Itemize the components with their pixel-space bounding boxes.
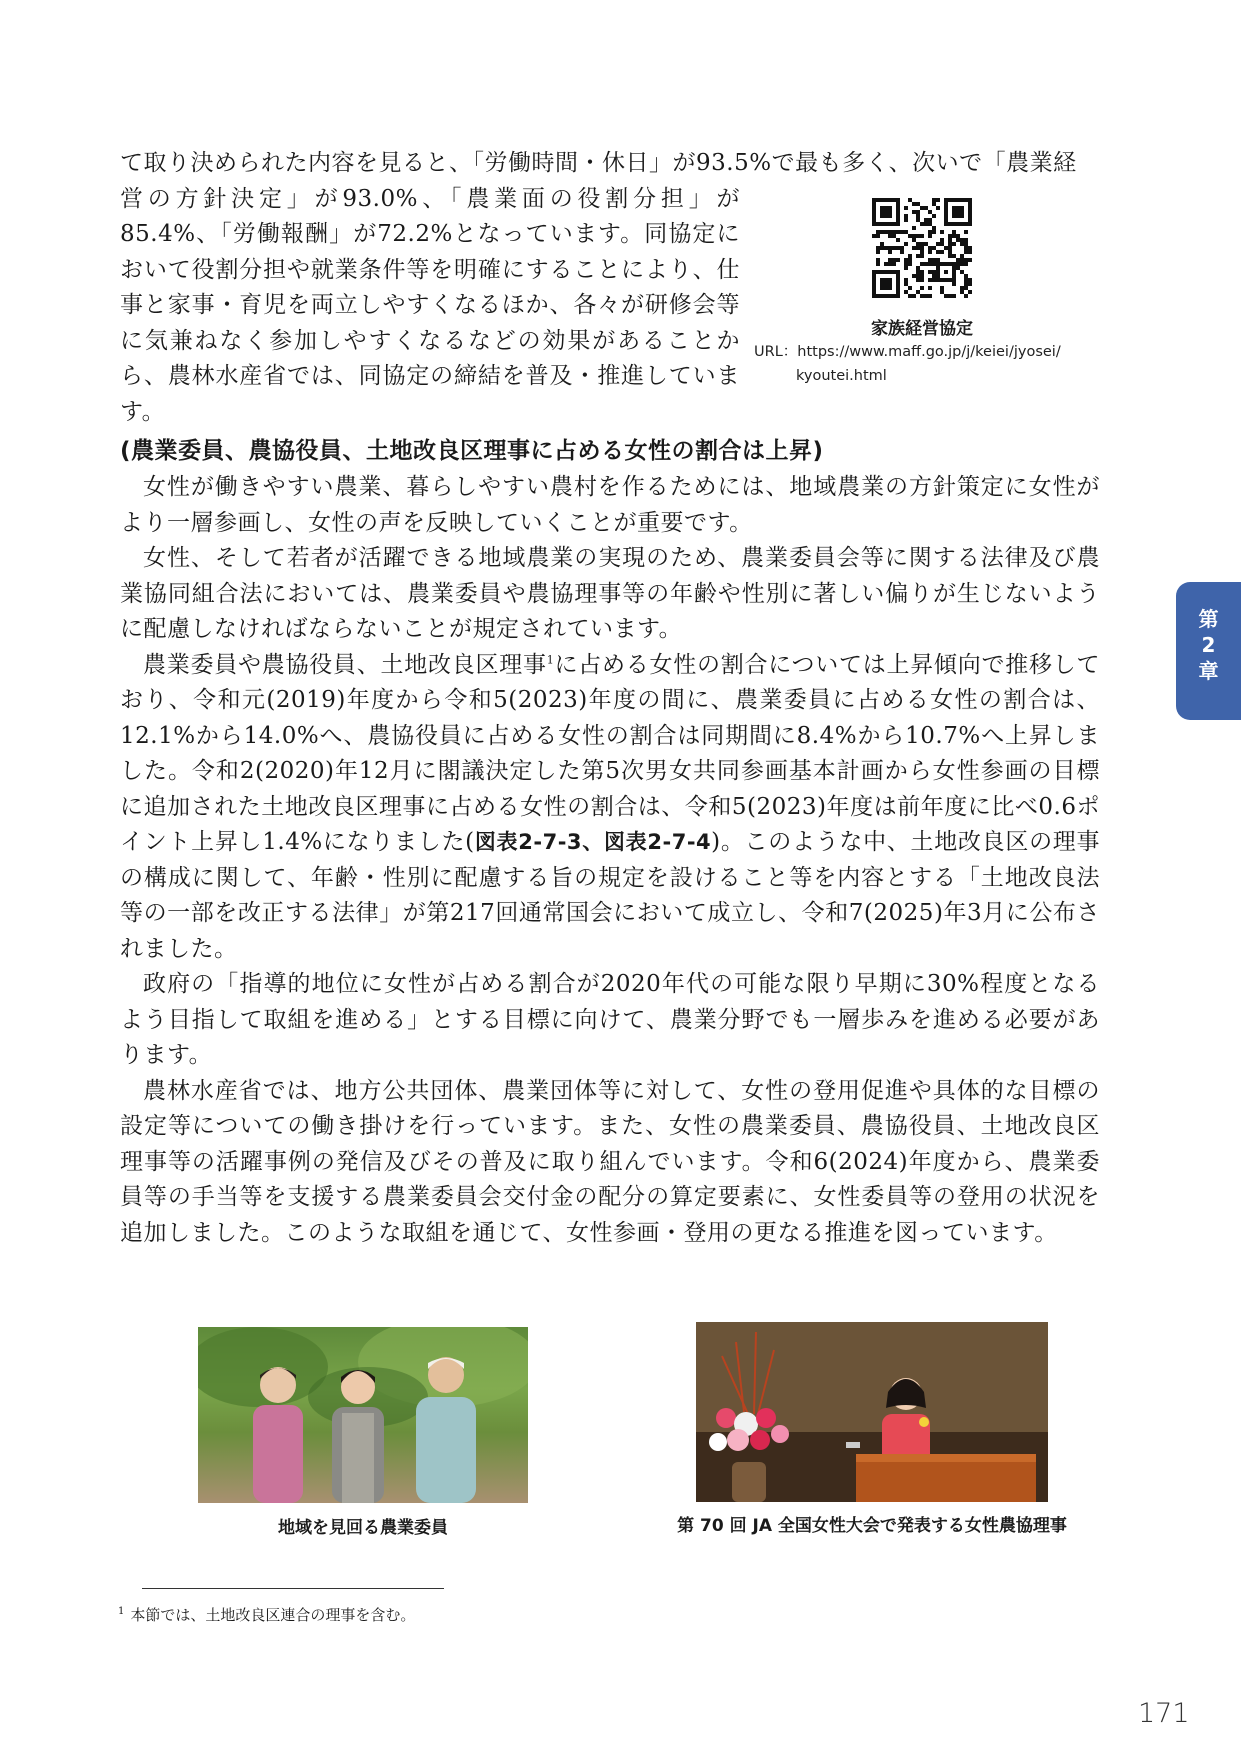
figure-ref-2-7-4[interactable]: 図表2-7-4 [603,830,712,854]
qr-url-line1: URL：https://www.maff.go.jp/j/keiei/jyosei/ [754,344,1061,360]
intro-first-line: て取り決められた内容を見ると、「労働時間・休日」が93.5%で最も多く、次いで「農業経 [120,150,1077,176]
paragraph-4: 政府の「指導的地位に女性が占める割合が2020年代の可能な限り早期に30%程度となるよう目指して取組を進める」とする目標に向けて、農業分野でも一層歩みを進める必要があります。 [120,971,1100,1068]
chapter-tab-line1: 第 [1198,607,1219,631]
footnote [118,1604,415,1625]
paragraph-2: 女性、そして若者が活躍できる地域農業の実現のため、農業委員会等に関する法律及び農業協同組合法においては、農業委員や農協理事等の年齢や性別に著しい偏りが生じないように配慮しなければならないことが規定されています。 [120,545,1100,642]
photo-speaker-icon [696,1322,1048,1502]
qr-url[interactable] [754,340,1094,388]
page-number: 171 [1138,1698,1190,1729]
caption-right: 第 70 回 JA 全国女性大会で発表する女性農協理事 [677,1516,1067,1536]
paragraph-1: 女性が働きやすい農業、暮らしやすい農村を作るためには、地域農業の方針策定に女性がより一層参画し、女性の声を反映していくことが重要です。 [120,474,1100,536]
chapter-tab-line3: 章 [1198,659,1219,683]
qr-code-image[interactable] [872,198,972,298]
footnote-mark: 1 [118,1606,125,1617]
qr-label: 家族経営協定 [871,319,973,339]
paragraph-3-c: )。このような中、土地改良区の理事の構成に関して、年齢・性別に配慮する旨の規定を設けること等を内容とする「土地改良法等の一部を改正する法律」が第217回通常国会において成立し、令和7(2025)年3月に公布されました。 [120,829,1100,962]
figure-ref-separator: 、 [582,830,604,854]
qr-code-icon [872,198,972,298]
photo-people-icon [198,1327,528,1503]
photo-ja-women-conference [696,1322,1048,1502]
caption-left: 地域を見回る農業委員 [278,1518,448,1538]
figure-ref-2-7-3[interactable]: 図表2-7-3 [474,830,583,854]
section-heading: (農業委員、農協役員、土地改良区理事に占める女性の割合は上昇) [120,438,824,464]
paragraph-3 [120,648,1100,968]
footnote-text: 本節では、土地改良区連合の理事を含む。 [130,1606,416,1624]
paragraph-3-b: に占める女性の割合については上昇傾向で推移しており、令和元(2019)年度から令和5(2023)年度の間に、農業委員に占める女性の割合は、12.1%から14.0%へ、農協役員に占める女性の割合は同期間に8.4%から10.7%へ上昇しました。令和2(2020)年12月に閣議決定した第5次男女共同参画基本計画から女性参画の目標に追加された土地改良区理事に占める女性の割合は、令和5(2023)年度は前年度に比べ0.6ポイント上昇し1.4%になりました( [120,651,1100,855]
paragraph-3-a: 農業委員や農協役員、土地改良区理事 [143,651,547,678]
chapter-tab[interactable] [1176,582,1241,720]
chapter-tab-line2: 2 [1201,633,1216,657]
main-body [120,470,1100,1251]
intro-rest: 営の方針決定」が93.0%、「農業面の役割分担」が85.4%、「労働報酬」が72.2%となっています。同協定において役割分担や就業条件等を明確にすることにより、仕事と家事・育児を両立しやすくなるほか、各々が研修会等に気兼ねなく参加しやすくなるなどの効果があることから、農林水産省では、同協定の締結を普及・推進しています。 [120,185,740,425]
qr-url-line2: kyoutei.html [796,368,887,384]
photo-agricultural-committee [198,1327,528,1503]
paragraph-5: 農林水産省では、地方公共団体、農業団体等に対して、女性の登用促進や具体的な目標の設定等についての働き掛けを行っています。また、女性の農業委員、農協役員、土地改良区理事等の活躍事例の発信及びその普及に取り組んでいます。令和6(2024)年度から、農業委員等の手当等を支援する農業委員会交付金の配分の算定要素に、女性委員等の登用の状況を追加しました。このような取組を通じて、女性参画・登用の更なる推進を図っています。 [120,1077,1100,1246]
footnote-ref[interactable]: 1 [546,652,555,666]
footnote-divider [142,1588,444,1589]
